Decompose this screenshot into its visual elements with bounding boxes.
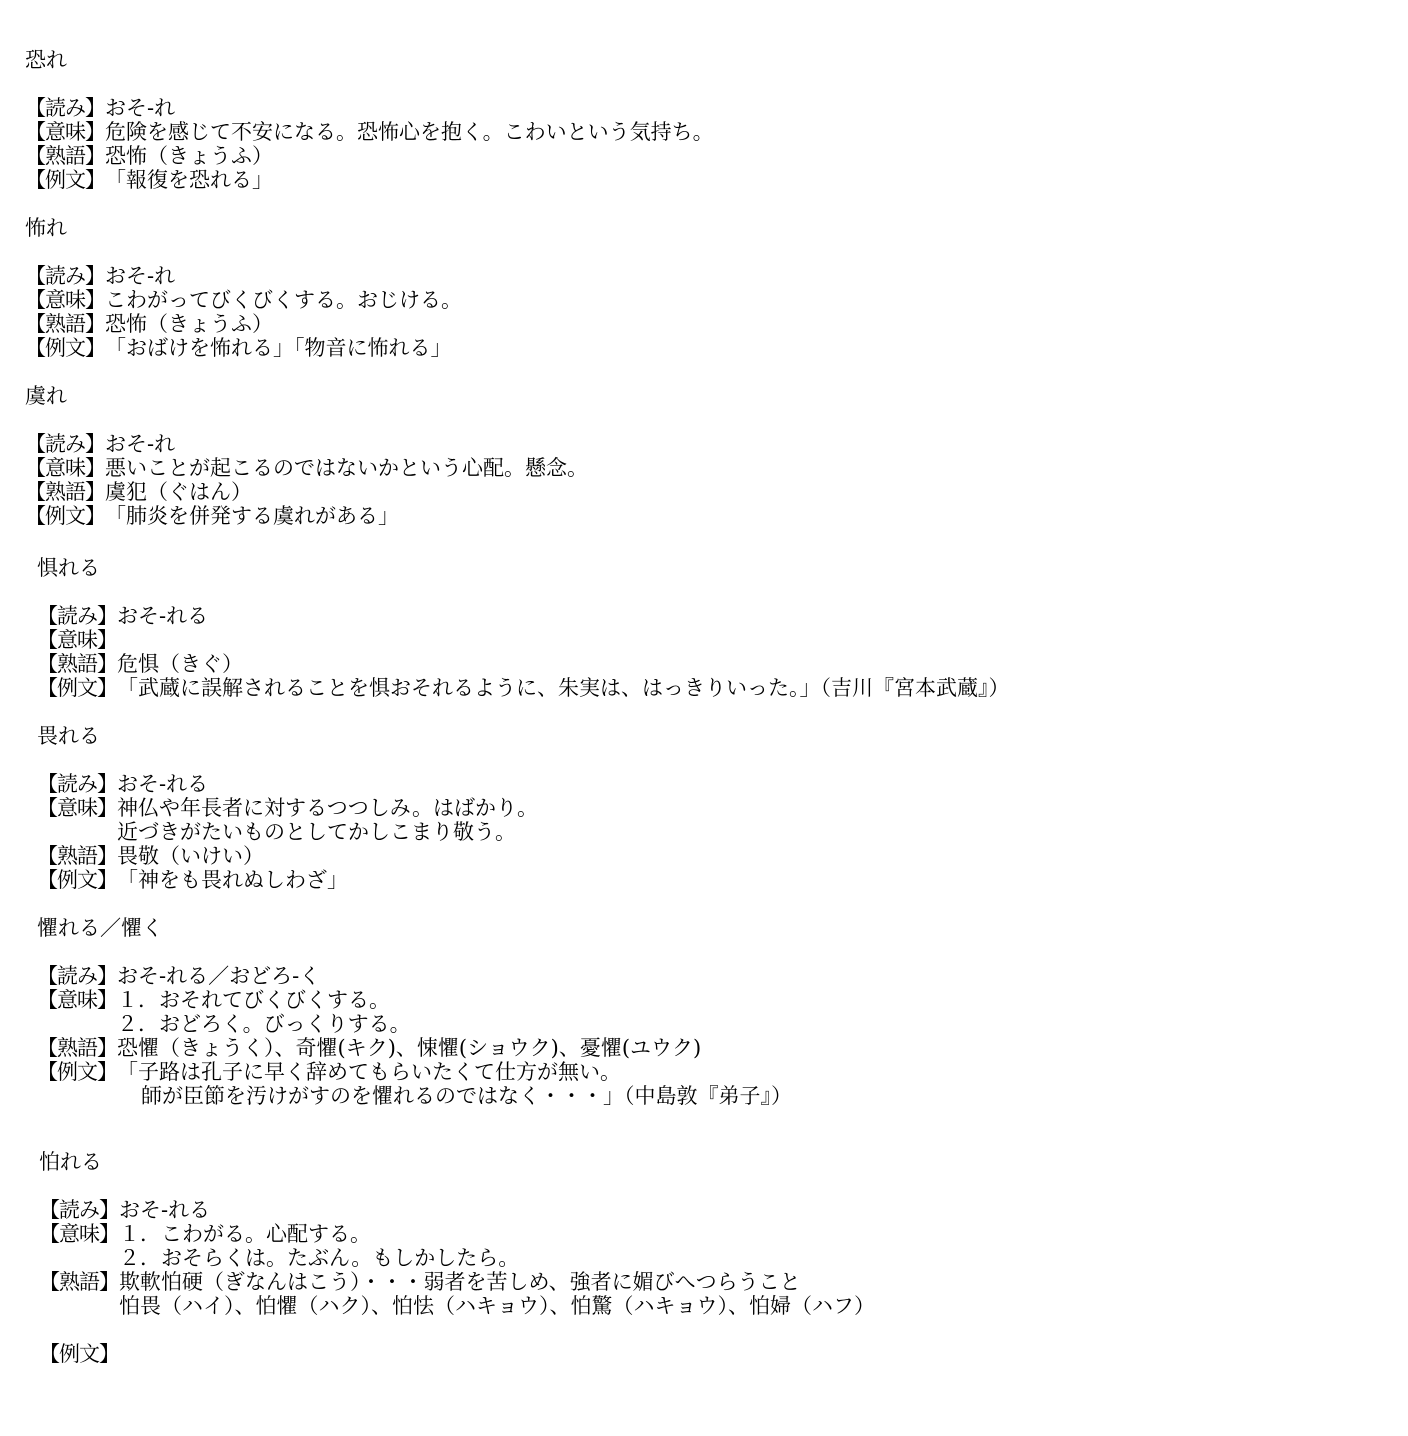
- meaning-row: [39, 1222, 875, 1270]
- compound-label: 【熟語】: [37, 652, 117, 676]
- entry-osoreru-odoroku: [37, 916, 792, 1108]
- reading-label: 【読み】: [39, 1198, 119, 1222]
- example-value: [117, 676, 1010, 700]
- example-label: 【例文】: [37, 1060, 117, 1084]
- reading-label: 【読み】: [25, 264, 105, 288]
- compound-row: [25, 144, 714, 168]
- example-value: [117, 868, 348, 892]
- compound-value: [117, 844, 264, 868]
- reading-label: 【読み】: [25, 432, 105, 456]
- entry-osoreru-hakure: [39, 1150, 875, 1366]
- meaning-label: 【意味】: [25, 120, 105, 144]
- compound-line: 怕畏（ハイ）、怕懼（ハク）、怕怯（ハキョウ）、怕驚（ハキョウ）、怕婦（ハフ）: [119, 1294, 875, 1318]
- example-row: [25, 336, 462, 360]
- compound-value: [119, 1270, 875, 1318]
- compound-row: [25, 312, 462, 336]
- reading-row: [37, 604, 1010, 628]
- meaning-value: [119, 1222, 519, 1270]
- compound-label: 【熟語】: [25, 312, 105, 336]
- entry-headword: 恐れ: [25, 48, 67, 72]
- compound-line: 恐懼（きょうく）、奇懼(キク)、悚懼(ショウク)、憂懼(ユウク): [117, 1036, 702, 1060]
- meaning-row: [37, 628, 1010, 652]
- compound-value: [105, 312, 273, 336]
- meaning-line: ２．おどろく。びっくりする。: [117, 1012, 411, 1036]
- meaning-line: 悪いことが起こるのではないかという心配。懸念。: [105, 456, 588, 480]
- meaning-line: 危険を感じて不安になる。恐怖心を抱く。こわいという気持ち。: [105, 120, 714, 144]
- meaning-value: [105, 120, 714, 144]
- example-value: [105, 504, 399, 528]
- meaning-value: [117, 796, 538, 844]
- compound-line: 恐怖（きょうふ）: [105, 312, 273, 336]
- reading-label: 【読み】: [37, 964, 117, 988]
- example-row: [25, 168, 714, 192]
- reading-row: [25, 264, 462, 288]
- compound-value: [105, 144, 273, 168]
- meaning-line: １．こわがる。心配する。: [119, 1222, 371, 1246]
- example-row: [37, 868, 538, 892]
- example-line: 師が臣節を汚けがすのを懼れるのではなく・・・」（中島敦『弟子』）: [141, 1084, 792, 1108]
- meaning-row: [25, 288, 462, 312]
- entry-headword: 惧れる: [37, 556, 100, 580]
- entry-headword: 畏れる: [37, 724, 100, 748]
- entry-osoreru-apprehension: [37, 556, 1010, 700]
- compound-value: [117, 1036, 701, 1060]
- meaning-value: [117, 988, 411, 1036]
- meaning-row: [25, 456, 588, 480]
- meaning-line: ２．おそらくは。たぶん。もしかしたら。: [119, 1246, 520, 1270]
- meaning-line: 近づきがたいものとしてかしこまり敬う。: [117, 820, 516, 844]
- example-row: [37, 1060, 792, 1108]
- reading-value: おそ‐れ: [105, 96, 176, 120]
- meaning-value: [105, 456, 588, 480]
- meaning-label: 【意味】: [25, 456, 105, 480]
- reading-value: おそ‐れる／おどろ‐く: [117, 964, 321, 988]
- meaning-label: 【意味】: [39, 1222, 119, 1246]
- meaning-line: こわがってびくびくする。おじける。: [105, 288, 462, 312]
- compound-label: 【熟語】: [37, 844, 117, 868]
- entry-headword: 怕れる: [39, 1150, 102, 1174]
- entry-osore-concern: [25, 384, 588, 528]
- entry-headword: 懼れる／懼く: [37, 916, 163, 940]
- compound-label: 【熟語】: [37, 1036, 117, 1060]
- entry-osore-fear: [25, 48, 714, 192]
- compound-value: [117, 652, 243, 676]
- meaning-value: [105, 288, 462, 312]
- meaning-line: １．おそれてびくびくする。: [117, 988, 390, 1012]
- meaning-label: 【意味】: [37, 628, 117, 652]
- entry-osore-dread: [25, 216, 462, 360]
- example-label: 【例文】: [37, 868, 117, 892]
- compound-line: 恐怖（きょうふ）: [105, 144, 273, 168]
- example-row: [25, 504, 588, 528]
- compound-line: 欺軟怕硬（ぎなんはこう）・・・弱者を苦しめ、強者に媚びへつらうこと: [119, 1270, 801, 1294]
- compound-value: [105, 480, 252, 504]
- compound-row: [39, 1270, 875, 1318]
- example-value: [105, 336, 452, 360]
- example-label: 【例文】: [25, 336, 105, 360]
- reading-row: [25, 432, 588, 456]
- reading-value: おそ‐れる: [119, 1198, 211, 1222]
- reading-value: おそ‐れる: [117, 604, 209, 628]
- meaning-label: 【意味】: [25, 288, 105, 312]
- compound-label: 【熟語】: [39, 1270, 119, 1294]
- example-row: [37, 676, 1010, 700]
- example-line: 「神をも畏れぬしわざ」: [117, 868, 348, 892]
- entry-headword: 怖れ: [25, 216, 67, 240]
- entry-osoreru-awe: [37, 724, 538, 892]
- meaning-label: 【意味】: [37, 988, 117, 1012]
- meaning-row: [37, 988, 792, 1036]
- reading-row: [39, 1198, 875, 1222]
- reading-row: [37, 772, 538, 796]
- compound-line: 危惧（きぐ）: [117, 652, 243, 676]
- compound-row: [37, 844, 538, 868]
- reading-row: [37, 964, 792, 988]
- example-label: 【例文】: [25, 168, 105, 192]
- example-value: [117, 1060, 792, 1108]
- example-label: 【例文】: [25, 504, 105, 528]
- example-line: 「子路は孔子に早く辞めてもらいたくて仕方が無い。: [117, 1060, 621, 1084]
- example-value: [105, 168, 273, 192]
- compound-row: [25, 480, 588, 504]
- meaning-label: 【意味】: [37, 796, 117, 820]
- compound-label: 【熟語】: [25, 144, 105, 168]
- compound-row: [37, 652, 1010, 676]
- example-line: 「報復を恐れる」: [105, 168, 273, 192]
- meaning-row: [25, 120, 714, 144]
- compound-row: [37, 1036, 792, 1060]
- compound-line: 虞犯（ぐはん）: [105, 480, 252, 504]
- entry-headword: 虞れ: [25, 384, 67, 408]
- meaning-line: 神仏や年長者に対するつつしみ。はばかり。: [117, 796, 539, 820]
- example-label: 【例文】: [39, 1342, 119, 1366]
- reading-row: [25, 96, 714, 120]
- compound-label: 【熟語】: [25, 480, 105, 504]
- example-row: [39, 1342, 875, 1366]
- example-label: 【例文】: [37, 676, 117, 700]
- example-line: 「武蔵に誤解されることを惧おそれるように、朱実は、はっきりいった。」（吉川『宮本武蔵』）: [117, 676, 1010, 700]
- reading-value: おそ‐れ: [105, 432, 176, 456]
- reading-value: おそ‐れる: [117, 772, 209, 796]
- example-line: 「肺炎を併発する虞れがある」: [105, 504, 399, 528]
- example-line: 「おばけを怖れる」「物音に怖れる」: [105, 336, 452, 360]
- reading-label: 【読み】: [37, 604, 117, 628]
- compound-line: 畏敬（いけい）: [117, 844, 264, 868]
- meaning-row: [37, 796, 538, 844]
- reading-value: おそ‐れ: [105, 264, 176, 288]
- reading-label: 【読み】: [25, 96, 105, 120]
- reading-label: 【読み】: [37, 772, 117, 796]
